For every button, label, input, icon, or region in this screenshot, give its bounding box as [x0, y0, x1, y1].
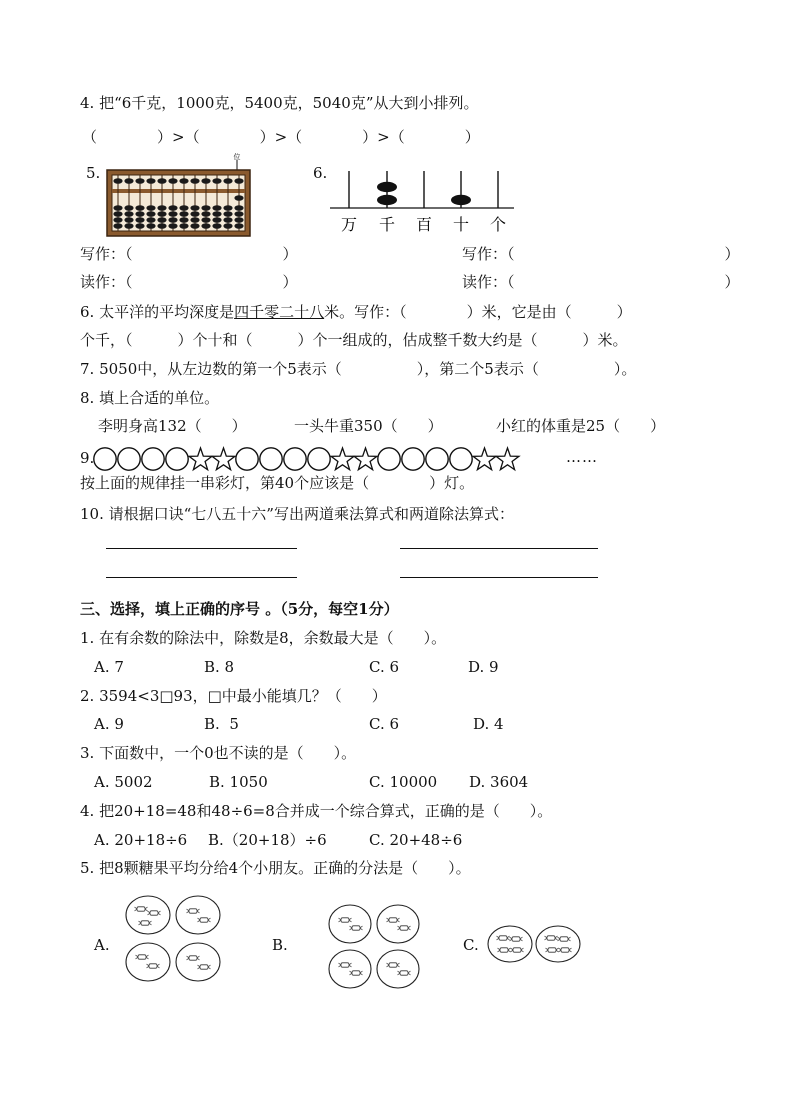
pattern-circle — [402, 448, 424, 470]
s3-q3: 3. 下面数中，一个0也不读的是（ ）。 — [80, 744, 357, 762]
pattern-star — [354, 448, 377, 470]
abacus-lower-bead — [190, 223, 199, 229]
answer-line-4[interactable] — [400, 577, 598, 578]
abacus-lower-bead — [146, 223, 155, 229]
abacus-lower-bead — [146, 217, 155, 223]
abacus-upper-bead — [212, 178, 221, 184]
candy — [339, 918, 352, 922]
candy — [387, 918, 400, 922]
abacus-upper-bead — [201, 178, 210, 184]
candy — [339, 963, 352, 967]
s3-q3-opt-c[interactable]: C. 10000 — [369, 773, 438, 791]
abacus-lower-bead — [157, 205, 166, 211]
candy — [387, 963, 400, 967]
abacus-lower-bead — [179, 211, 188, 217]
pv-bead — [377, 182, 397, 192]
q4-text: 4. 把“6千克，1000克，5400克，5040克”从大到小排列。 — [80, 94, 479, 112]
abacus-top-note: 位 — [233, 153, 241, 161]
candy — [497, 936, 510, 940]
place-value-chart — [328, 165, 518, 237]
candy-group — [176, 943, 220, 981]
candy-group — [377, 905, 419, 943]
candy-grouping-a — [120, 893, 226, 985]
s3-q1-opt-d[interactable]: D. 9 — [468, 658, 499, 676]
abacus-lower-bead — [223, 217, 232, 223]
s3-q1-opt-a[interactable]: A. 7 — [94, 658, 124, 676]
abacus-lower-bead — [234, 211, 243, 217]
abacus-upper-bead — [146, 178, 155, 184]
abacus-lower-bead — [168, 217, 177, 223]
abacus-lower-bead — [212, 211, 221, 217]
candy — [398, 971, 411, 975]
pattern-circle — [378, 448, 400, 470]
s3-q2-opt-c[interactable]: C. 6 — [369, 715, 400, 733]
abacus-lower-bead — [135, 205, 144, 211]
abacus-lower-bead — [223, 223, 232, 229]
abacus-lower-bead — [113, 211, 122, 217]
candy-grouping-c — [486, 922, 584, 966]
candy — [198, 965, 211, 969]
abacus-lower-bead — [212, 205, 221, 211]
abacus-lower-bead — [168, 223, 177, 229]
s3-q3-opt-b[interactable]: B. 1050 — [209, 773, 268, 791]
abacus-lower-bead — [113, 205, 122, 211]
candy — [350, 926, 363, 930]
abacus-lower-bead — [135, 217, 144, 223]
q5-read: 读作：（ ） — [80, 273, 298, 291]
pv-place-label: 十 — [452, 215, 470, 234]
abacus-lower-bead — [135, 223, 144, 229]
abacus-lower-bead — [190, 211, 199, 217]
abacus-upper-bead — [234, 178, 243, 184]
abacus-lower-bead — [234, 223, 243, 229]
abacus-lower-bead — [223, 205, 232, 211]
candy-grouping-b — [326, 903, 422, 991]
s3-q1-opt-c[interactable]: C. 6 — [369, 658, 400, 676]
q6b-line1: 6. 太平洋的平均深度是四千零二十八米。写作：（ ）米，它是由（ ） — [80, 303, 632, 321]
pv-place-label: 千 — [378, 215, 396, 234]
candy-group — [176, 896, 220, 934]
abacus-lower-bead — [179, 205, 188, 211]
s3-q5-opt-c[interactable]: C. — [463, 936, 479, 954]
s3-q2-opt-b[interactable]: B. 5 — [204, 715, 239, 733]
s3-q5-opt-b[interactable]: B. — [272, 936, 288, 954]
abacus-lower-bead — [135, 211, 144, 217]
pattern-star — [189, 448, 212, 470]
candy — [510, 937, 523, 941]
pattern-circle — [118, 448, 140, 470]
pattern-circle — [94, 448, 116, 470]
pv-place-label: 个 — [489, 215, 507, 234]
abacus-lower-bead — [201, 223, 210, 229]
candy — [545, 936, 558, 940]
s3-q2: 2. 3594<3□93，□中最小能填几？（ ） — [80, 687, 387, 705]
s3-q2-opt-a[interactable]: A. 9 — [94, 715, 124, 733]
pv-rods — [341, 171, 506, 234]
abacus-upper-bead — [124, 178, 133, 184]
q9-label: 9. — [80, 449, 95, 467]
abacus-upper-bead — [135, 178, 144, 184]
abacus-lower-bead — [168, 205, 177, 211]
abacus-lower-bead — [223, 211, 232, 217]
candy-group — [329, 905, 371, 943]
candy — [498, 948, 511, 952]
abacus-lower-bead — [124, 211, 133, 217]
s3-q3-opt-a[interactable]: A. 5002 — [94, 773, 153, 791]
q6-read: 读作：（ ） — [462, 273, 740, 291]
q8-b: 一头牛重350（ ） — [294, 417, 443, 435]
section3-title: 三、选择，填上正确的序号 。（5分，每空1分） — [80, 600, 399, 618]
q9-question: 按上面的规律挂一串彩灯，第40个应该是（ ）灯。 — [80, 474, 475, 492]
candy-group — [126, 896, 170, 934]
pattern-shapes — [94, 448, 519, 470]
pattern-circle — [260, 448, 282, 470]
q9-ellipsis: …… — [566, 448, 598, 466]
pv-place-label: 百 — [415, 215, 433, 234]
abacus-lower-bead — [190, 217, 199, 223]
candy — [398, 926, 411, 930]
abacus-lower-bead — [157, 217, 166, 223]
candy — [139, 921, 152, 925]
candy — [135, 907, 148, 911]
q6-label: 6. — [313, 164, 328, 182]
answer-line-3[interactable] — [106, 577, 297, 578]
q5-label: 5. — [86, 164, 101, 182]
candy — [136, 955, 149, 959]
pv-bead — [377, 195, 397, 205]
abacus-lower-bead — [234, 217, 243, 223]
candy — [148, 911, 161, 915]
s3-q4-opt-a[interactable]: A. 20+18÷6 — [94, 831, 188, 849]
abacus-lower-bead — [124, 217, 133, 223]
s3-q5: 5. 把8颗糖果平均分给4个小朋友。正确的分法是（ ）。 — [80, 859, 471, 877]
pattern-star — [496, 448, 519, 470]
candy-group — [126, 943, 170, 981]
abacus-lower-bead — [212, 217, 221, 223]
candy — [187, 956, 200, 960]
s3-q5-opt-a[interactable]: A. — [94, 936, 110, 954]
abacus-lower-bead — [146, 211, 155, 217]
abacus-upper-bead — [223, 178, 232, 184]
abacus-upper-bead — [190, 178, 199, 184]
abacus-lower-bead — [157, 211, 166, 217]
q8-c: 小红的体重是25（ ） — [496, 417, 666, 435]
abacus-picture — [104, 150, 254, 240]
abacus-lower-bead — [201, 211, 210, 217]
candy — [147, 964, 160, 968]
candy — [350, 971, 363, 975]
abacus-upper-bead — [113, 178, 122, 184]
candy — [511, 948, 524, 952]
lantern-pattern — [93, 446, 543, 472]
abacus-lower-bead — [168, 211, 177, 217]
s3-q4-opt-c[interactable]: C. 20+48÷6 — [369, 831, 463, 849]
pattern-circle — [308, 448, 330, 470]
abacus-lower-bead — [146, 205, 155, 211]
pattern-circle — [236, 448, 258, 470]
abacus-lower-bead — [113, 217, 122, 223]
abacus-lower-bead — [113, 223, 122, 229]
abacus-lower-bead — [179, 217, 188, 223]
q8-title: 8. 填上合适的单位。 — [80, 389, 220, 407]
abacus-lower-bead — [234, 195, 243, 201]
abacus-upper-bead — [179, 178, 188, 184]
answer-line-1[interactable] — [106, 548, 297, 549]
abacus-lower-bead — [124, 205, 133, 211]
underlined-number: 四千零二十八 — [234, 303, 325, 321]
candy-group — [488, 926, 532, 962]
candy — [558, 937, 571, 941]
candy-group — [536, 926, 580, 962]
abacus-lower-bead — [201, 205, 210, 211]
q10-text: 10. 请根据口诀“七八五十六”写出两道乘法算式和两道除法算式： — [80, 505, 514, 523]
s3-q4-opt-b[interactable]: B.（20+18）÷6 — [208, 831, 327, 849]
q6b-line2: 个千，（ ）个十和（ ）个一组成的，估成整千数大约是（ ）米。 — [80, 331, 628, 349]
pattern-star — [331, 448, 354, 470]
abacus-lower-bead — [212, 223, 221, 229]
s3-q2-opt-d[interactable]: D. 4 — [473, 715, 504, 733]
q6-write: 写作：（ ） — [462, 245, 740, 263]
candy — [187, 909, 200, 913]
abacus-lower-bead — [201, 217, 210, 223]
candy-group — [377, 950, 419, 988]
abacus-lower-bead — [234, 205, 243, 211]
s3-q4: 4. 把20+18=48和48÷6=8合并成一个综合算式，正确的是（ ）。 — [80, 802, 553, 820]
candy — [546, 948, 559, 952]
pv-bead — [451, 195, 471, 205]
pattern-circle — [166, 448, 188, 470]
s3-q1: 1. 在有余数的除法中，除数是8，余数最大是（ ）。 — [80, 629, 447, 647]
pattern-star — [473, 448, 496, 470]
abacus-upper-bead — [157, 178, 166, 184]
pattern-circle — [450, 448, 472, 470]
pattern-circle — [284, 448, 306, 470]
pv-place-label: 万 — [340, 215, 358, 234]
s3-q1-opt-b[interactable]: B. 8 — [204, 658, 235, 676]
abacus-lower-bead — [157, 223, 166, 229]
candy — [198, 918, 211, 922]
pattern-star — [212, 448, 235, 470]
q7-text: 7. 5050中，从左边数的第一个5表示（ ），第二个5表示（ ）。 — [80, 360, 637, 378]
pattern-circle — [142, 448, 164, 470]
answer-line-2[interactable] — [400, 548, 598, 549]
abacus-lower-bead — [190, 205, 199, 211]
abacus-lower-bead — [179, 223, 188, 229]
pattern-circle — [426, 448, 448, 470]
q4-order-row: （ ）>（ ）>（ ）>（ ） — [82, 128, 480, 146]
abacus-upper-bead — [168, 178, 177, 184]
q5-write: 写作：（ ） — [80, 245, 298, 263]
candy-group — [329, 950, 371, 988]
abacus-lower-bead — [124, 223, 133, 229]
s3-q3-opt-d[interactable]: D. 3604 — [469, 773, 529, 791]
q8-a: 李明身高132（ ） — [98, 417, 247, 435]
candy — [559, 948, 572, 952]
